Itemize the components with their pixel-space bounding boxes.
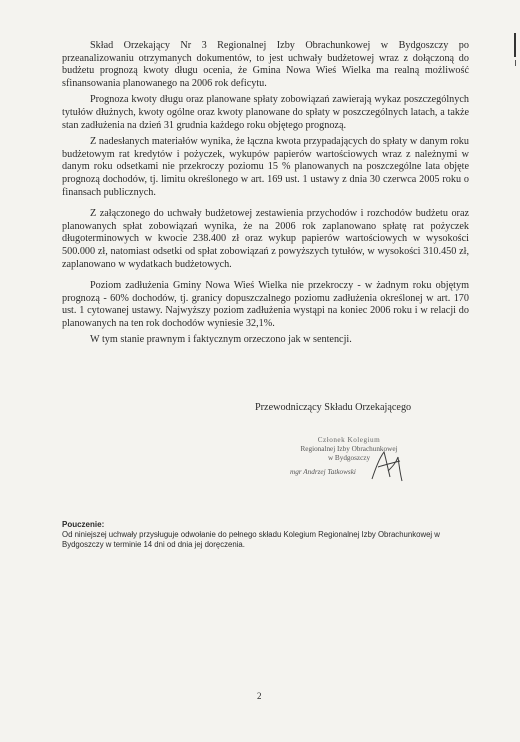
paragraph: Skład Orzekający Nr 3 Regionalnej Izby Obrachunkowej w Bydgoszczy po przeanalizowaniu otrzymanych dokumentów, to jest uchwały budżetowej wraz z dołączoną do budżetu prognozą kwoty długu ocenia, że Gmina Nowa Wieś Wielka ma realną możliwość sfinansowania planowanego na 2006 rok deficytu. bbox=[62, 40, 469, 89]
notice-text: Od niniejszej uchwały przysługuje odwołanie do pełnego składu Kolegium Regionalnej Izby Obrachunkowej w Bydgoszczy w terminie 14 dni od dnia jej doręczenia. bbox=[62, 530, 440, 549]
scan-edge-mark bbox=[514, 33, 516, 57]
justification-body bbox=[62, 40, 469, 351]
notice-title: Pouczenie: bbox=[62, 520, 105, 529]
stamp-line: Członek Kolegium bbox=[317, 436, 381, 444]
stamp-name: mgr Andrzej Tatkowski bbox=[290, 468, 356, 476]
page-number: 2 bbox=[257, 691, 262, 701]
paragraph: Z nadesłanych materiałów wynika, że łączna kwota przypadających do spłaty w danym roku budżetowym rat kredytów i pożyczek, wykupów papierów wartościowych wraz z należnymi w danym roku odsetkami nie przekroczy poziomu 15 % planowanych na poszczególne lata objęte prognozą dochodów, tj. limitu określonego w art. 169 ust. 1 ustawy z dnia 30 czerwca 2005 roku o finansach publicznych. bbox=[62, 136, 469, 198]
stamp-line: Regionalnej Izby Obrachunkowej bbox=[300, 445, 398, 453]
paragraph: Prognoza kwoty długu oraz planowane spłaty zobowiązań zawierają wykaz poszczególnych tytułów dłużnych, kwoty ogólne oraz kwoty planowane do spłaty w poszczególnych latach, a także stan zadłużenia na dzień 31 grudnia każdego roku objętego prognozą. bbox=[62, 94, 469, 131]
paragraph: Poziom zadłużenia Gminy Nowa Wieś Wielka nie przekroczy - w żadnym roku objętym prognozą - 60% dochodów, tj. granicy dopuszczalnego poziomu zadłużenia określonej w art. 170 ust. 1 cytowanej ustawy. Najwyższy poziom zadłużenia wystąpi na koniec 2006 roku i w relacji do planowanych na ten rok dochodów wyniesie 32,1%. bbox=[62, 280, 469, 329]
paragraph: W tym stanie prawnym i faktycznym orzeczono jak w sentencji. bbox=[90, 334, 352, 346]
stamp-line: w Bydgoszczy bbox=[327, 454, 371, 462]
paragraph: Z załączonego do uchwały budżetowej zestawienia przychodów i rozchodów budżetu oraz planowanych spłat zobowiązań wynika, że na 2006 rok zaplanowano spłatę rat pożyczek długoterminowych w kwocie 238.400 zł oraz wykup papierów wartościowych w wysokości 500.000 zł, natomiast odsetki od spłat zobowiązań z powyższych tytułów, w wysokości 310.450 zł, zaplanowano w wydatkach budżetowych. bbox=[62, 208, 469, 270]
handwritten-signature bbox=[366, 449, 406, 483]
scan-edge-mark bbox=[515, 60, 516, 66]
chairman-label: Przewodniczący Składu Orzekającego bbox=[255, 402, 412, 413]
